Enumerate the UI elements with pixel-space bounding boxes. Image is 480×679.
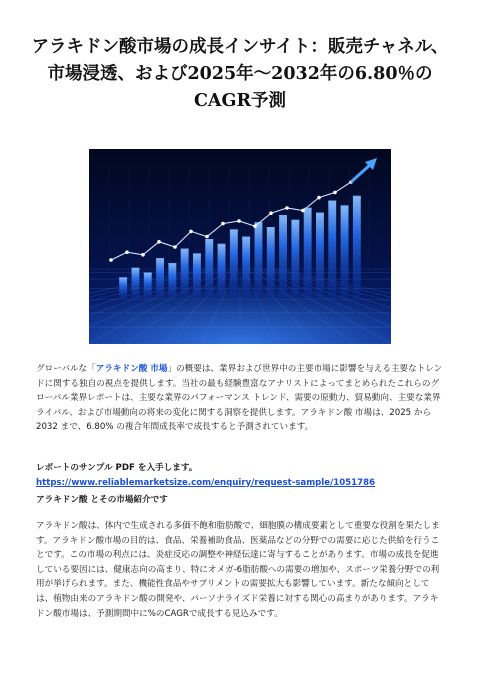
growth-chart-illustration-icon [89,149,391,344]
hero-bar-cap [205,239,213,241]
hero-bar [328,201,336,299]
hero-bar-cap [181,249,189,251]
hero-bar [168,263,176,299]
hero-trend-point [157,240,161,244]
hero-bar-cap [341,205,349,207]
hero-trend-point [173,245,177,249]
hero-bar-cap [267,227,275,229]
hero-trend-point [189,230,193,234]
hero-image [89,149,391,344]
sample-label: レポートのサンプル PDF を入手します。 [36,463,198,473]
hero-trend-point [125,250,129,254]
hero-bar-cap [242,237,250,239]
hero-trend-point [317,196,321,200]
hero-bar [316,213,324,299]
hero-bar [279,215,287,299]
hero-bar [193,253,201,299]
intro-text-before: グローバルな「 [36,364,96,374]
hero-bar-cap [144,273,152,275]
hero-bar [341,205,349,299]
hero-bar [267,227,275,299]
hero-trend-point [333,191,337,195]
section-heading: アラキドン酸 とその市場紹介です [36,495,168,505]
hero-bar-cap [193,253,201,255]
hero-bar-cap [168,263,176,265]
hero-bar-cap [119,277,127,279]
hero-bar [132,268,140,299]
hero-bar [144,273,152,299]
hero-bar [156,258,164,299]
intro-paragraph [36,362,446,435]
hero-trend-point [109,258,113,262]
hero-trend-point [269,211,273,215]
hero-trend-point [285,206,289,210]
hero-trend-point [237,219,241,223]
hero-trend-point [253,224,257,228]
hero-bar [353,196,361,299]
intro-text-after: 」の概要は、業界および世界中の主要市場に影響を与える主要なトレンドに関する独自の視点を提供します。当社の最も経験豊富なアナリストによってまとめられたこれらのグローバル業界レポートは、主要な業界のパフォーマンス トレンド、需要の原動力、貿易動向、主要な業界ライバル、および市場動向の将来の変化に関する洞察を提供します。アラキドン酸 市場は、2025 から 2032 まで、6.80% の複合年間成長率で成長すると予測されています。 [36,364,443,433]
hero-bar [205,239,213,299]
hero-bar [255,222,263,299]
hero-bar [181,249,189,299]
hero-bar [291,220,299,299]
hero-bar-cap [291,220,299,222]
hero-bar-cap [316,213,324,215]
hero-trend-point [301,209,305,213]
hero-bar-cap [328,201,336,203]
hero-bar [242,237,250,299]
market-keyword-link[interactable]: アラキドン酸 市場 [95,364,168,374]
hero-bar-cap [156,258,164,260]
hero-bar-cap [279,215,287,217]
hero-trend-point [141,253,145,257]
hero-bar-cap [132,268,140,270]
sample-request-link[interactable]: https://www.reliablemarketsize.com/enquiry/request-sample/1051786 [36,477,376,488]
hero-bar [230,229,238,299]
market-description-paragraph: アラキドン酸は、体内で生成される多価不飽和脂肪酸で、細胞膜の構成要素として重要な役割を果たします。アラキドン酸市場の目的は、食品、栄養補助食品、医薬品などの分野での需要に応じた供給を行うことです。この市場の利点には、炎症反応の調整や神経伝達に寄与することがあります。市場の成長を促進している要因には、健康志向の高まり、特にオメガ-6脂肪酸への需要の増加や、スポーツ栄養分野での利用が挙げられます。また、機能性食品やサプリメントの需要拡大も影響しています。新たな傾向としては、植物由来のアラキドン酸の開発や、パーソナライズド栄養に対する関心の高まりがあります。アラキドン酸市場は、予測期間中に%のCAGRで成長する見込みです。 [36,521,440,619]
hero-bar [119,277,127,299]
hero-trend-point [221,222,225,226]
hero-bar-cap [218,244,226,246]
page-title: アラキドン酸市場の成長インサイト：販売チャネル、市場浸透、および2025年〜2032年の6.80％のCAGR予測 [31,37,449,111]
sample-request-paragraph [36,461,446,490]
hero-bar-cap [353,196,361,198]
hero-trend-point [205,235,209,239]
hero-bar [304,208,312,299]
hero-bar [218,244,226,299]
hero-bar-cap [230,229,238,231]
